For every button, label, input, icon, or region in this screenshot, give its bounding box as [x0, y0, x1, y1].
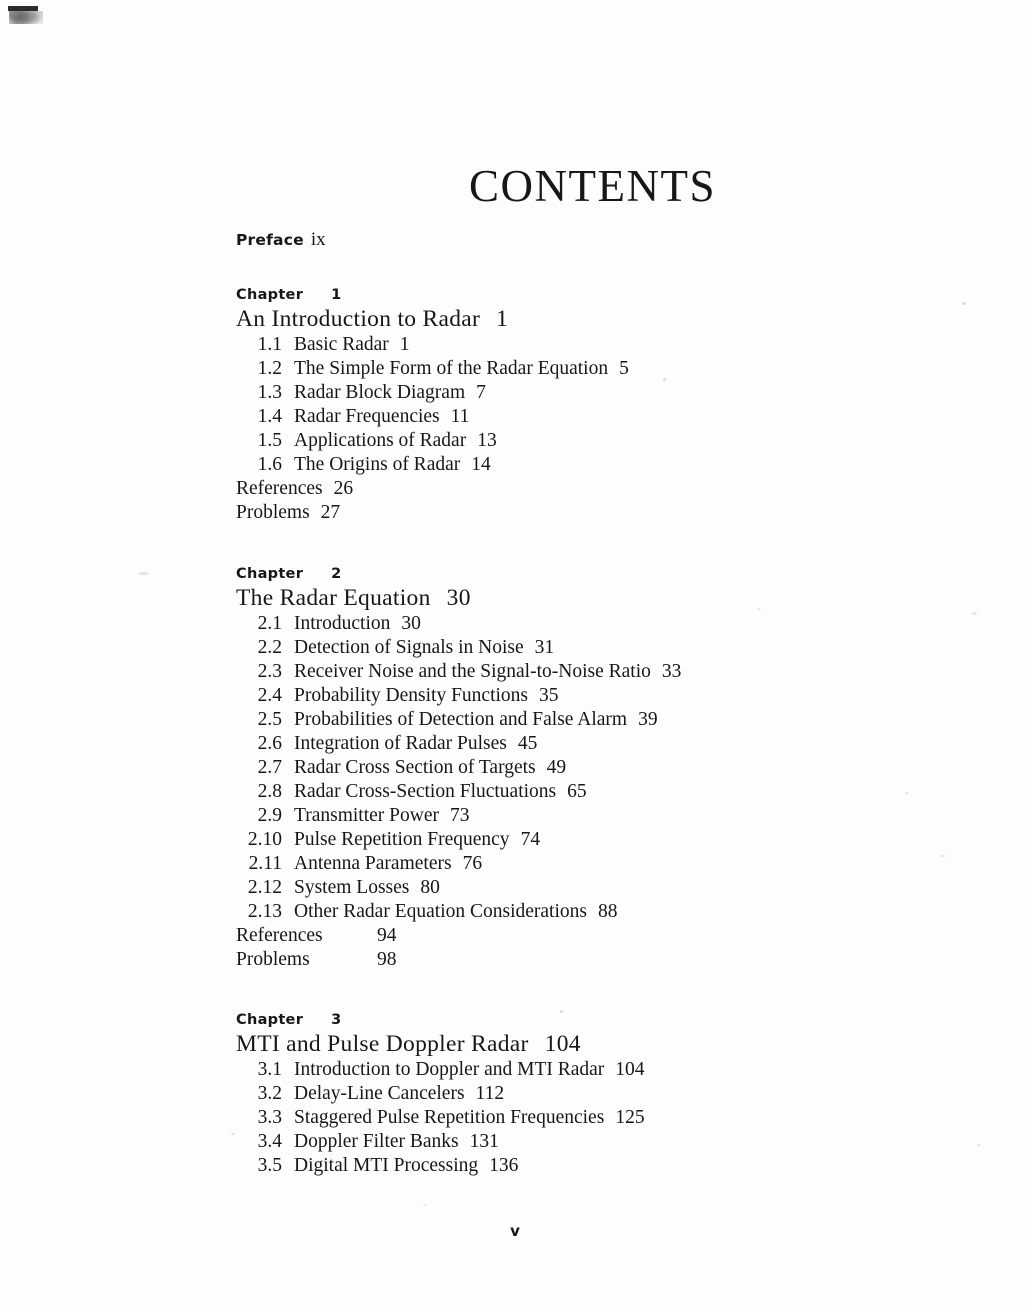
chapter-number: 3: [331, 1012, 342, 1028]
toc-entry[interactable]: [236, 357, 936, 381]
scan-speck: [423, 1204, 427, 1206]
section-number: 2.11: [248, 853, 282, 875]
section-title: Probability Density Functions: [294, 685, 528, 707]
section-page-number: 125: [615, 1107, 645, 1129]
section-number: 3.1: [257, 1059, 282, 1081]
toc-entry[interactable]: [236, 381, 936, 405]
section-title: Probabilities of Detection and False Alarm: [294, 709, 628, 731]
section-title: Applications of Radar: [294, 430, 467, 452]
frontmatter-page-number: ix: [310, 229, 326, 250]
section-number: 1.5: [257, 430, 282, 452]
toc-entry[interactable]: [236, 1154, 936, 1178]
chapter-word: Chapter: [236, 1012, 304, 1028]
chapter-block-3: [236, 1012, 936, 1178]
chapter-title-text: The Radar Equation: [236, 585, 431, 611]
toc-entry[interactable]: [236, 876, 936, 900]
toc-entry[interactable]: [236, 1082, 936, 1106]
section-page-number: 39: [638, 709, 658, 731]
scan-speck: [138, 572, 149, 575]
toc-entry-references[interactable]: [236, 924, 936, 948]
section-number: 2.8: [257, 781, 282, 803]
backmatter-page-number: 98: [377, 949, 397, 971]
chapter-title-text: An Introduction to Radar: [236, 306, 481, 332]
section-title: The Origins of Radar: [294, 454, 461, 476]
toc-entry[interactable]: [236, 660, 936, 684]
section-title: Introduction: [294, 613, 391, 635]
toc-entry[interactable]: [236, 333, 936, 357]
toc-entry[interactable]: [236, 780, 936, 804]
backmatter-title: Problems: [236, 949, 310, 971]
section-page-number: 65: [567, 781, 587, 803]
section-number: 1.6: [257, 454, 282, 476]
scan-speck: [231, 1133, 235, 1135]
section-title: Antenna Parameters: [294, 853, 452, 875]
section-title: Integration of Radar Pulses: [294, 733, 507, 755]
section-number: 2.4: [257, 685, 282, 707]
section-title: Digital MTI Processing: [294, 1155, 479, 1177]
section-number: 2.5: [257, 709, 282, 731]
scan-speck: [962, 302, 966, 305]
section-page-number: 49: [546, 757, 567, 779]
toc-entry[interactable]: [236, 1058, 936, 1082]
toc-entry-problems[interactable]: [236, 948, 936, 972]
frontmatter-entry-preface[interactable]: [236, 229, 326, 251]
section-page-number: 45: [517, 733, 538, 755]
section-title: Radar Frequencies: [294, 406, 440, 428]
section-page-number: 14: [471, 454, 491, 476]
backmatter-title: References: [236, 478, 323, 500]
section-page-number: 131: [469, 1131, 499, 1153]
section-number: 3.2: [257, 1083, 282, 1105]
chapter-label-2: [236, 566, 936, 582]
section-title: Radar Cross Section of Targets: [294, 757, 536, 779]
section-number: 2.7: [257, 757, 282, 779]
chapter-page-number: 104: [544, 1031, 581, 1057]
section-page-number: 73: [449, 805, 470, 827]
chapter-number: 2: [331, 566, 342, 582]
toc-entry[interactable]: [236, 612, 936, 636]
chapter-title-2[interactable]: [236, 586, 936, 611]
section-number: 2.1: [257, 613, 282, 635]
section-list-1: [236, 333, 936, 525]
section-title: Radar Block Diagram: [294, 382, 466, 404]
section-title: Pulse Repetition Frequency: [294, 829, 510, 851]
section-page-number: 136: [489, 1155, 519, 1177]
section-title: Radar Cross-Section Fluctuations: [294, 781, 557, 803]
section-number: 2.9: [257, 805, 282, 827]
chapter-label-1: [236, 287, 936, 303]
chapter-page-number: 30: [446, 585, 471, 611]
section-title: Doppler Filter Banks: [294, 1131, 459, 1153]
section-title: Other Radar Equation Considerations: [294, 901, 587, 923]
chapter-title-1[interactable]: [236, 307, 936, 332]
toc-entry[interactable]: [236, 756, 936, 780]
section-number: 3.5: [257, 1155, 282, 1177]
section-list-2: [236, 612, 936, 972]
backmatter-title: References: [236, 925, 323, 947]
frontmatter-label: Preface: [236, 231, 304, 249]
section-title: The Simple Form of the Radar Equation: [294, 358, 609, 380]
section-number: 2.13: [247, 901, 282, 923]
backmatter-page-number: 94: [377, 925, 397, 947]
toc-entry[interactable]: [236, 405, 936, 429]
chapter-word: Chapter: [236, 287, 304, 303]
section-title: Receiver Noise and the Signal-to-Noise Ratio: [294, 661, 651, 683]
section-page-number: 112: [475, 1083, 505, 1105]
page-folio: v: [510, 1222, 520, 1240]
section-number: 3.3: [257, 1107, 282, 1129]
scan-speck: [972, 612, 977, 615]
section-title: Detection of Signals in Noise: [294, 637, 524, 659]
section-page-number: 13: [477, 430, 497, 452]
section-title: Transmitter Power: [294, 805, 439, 827]
toc-entry[interactable]: [236, 1130, 936, 1154]
toc-entry[interactable]: [236, 900, 936, 924]
chapter-number: 1: [331, 287, 342, 303]
section-page-number: 74: [520, 829, 541, 851]
section-number: 2.6: [257, 733, 282, 755]
section-page-number: 104: [615, 1059, 645, 1081]
chapter-page-number: 1: [496, 306, 509, 332]
section-title: Staggered Pulse Repetition Frequencies: [294, 1107, 605, 1129]
section-page-number: 5: [619, 358, 629, 380]
toc-entry[interactable]: [236, 1106, 936, 1130]
toc-entry[interactable]: [236, 732, 936, 756]
section-page-number: 7: [476, 382, 486, 404]
toc-entry[interactable]: [236, 684, 936, 708]
section-page-number: 31: [534, 637, 555, 659]
section-list-3: [236, 1058, 936, 1178]
section-number: 2.2: [257, 637, 282, 659]
section-page-number: 35: [539, 685, 559, 707]
section-number: 1.4: [257, 406, 282, 428]
section-number: 1.1: [257, 334, 282, 356]
toc-entry[interactable]: [236, 453, 936, 477]
chapter-word: Chapter: [236, 566, 304, 582]
toc-entry[interactable]: [236, 852, 936, 876]
scan-speck: [977, 1144, 981, 1146]
section-number: 1.2: [257, 358, 282, 380]
section-number: 1.3: [257, 382, 282, 404]
section-title: System Losses: [294, 877, 410, 899]
scan-noise-artifact: [9, 11, 43, 24]
backmatter-title: Problems: [236, 502, 310, 524]
toc-entry[interactable]: [236, 708, 936, 732]
toc-entry[interactable]: [236, 429, 936, 453]
section-number: 2.3: [257, 661, 282, 683]
section-number: 3.4: [257, 1131, 282, 1153]
toc-entry-problems[interactable]: [236, 501, 936, 525]
toc-entry-references[interactable]: [236, 477, 936, 501]
section-title: Basic Radar: [294, 334, 389, 356]
section-page-number: 80: [420, 877, 440, 899]
section-page-number: 30: [401, 613, 421, 635]
section-page-number: 11: [450, 406, 470, 428]
chapter-label-3: [236, 1012, 936, 1028]
chapter-block-1: [236, 287, 936, 525]
section-page-number: 33: [661, 661, 682, 683]
scan-speck: [941, 855, 945, 857]
section-title: Delay-Line Cancelers: [294, 1083, 465, 1105]
section-page-number: 1: [399, 334, 410, 356]
backmatter-page-number: 27: [320, 502, 341, 524]
section-page-number: 88: [597, 901, 618, 923]
chapter-title-3[interactable]: [236, 1032, 936, 1057]
toc-entry[interactable]: [236, 804, 936, 828]
toc-entry[interactable]: [236, 828, 936, 852]
section-page-number: 76: [462, 853, 483, 875]
chapter-block-2: [236, 566, 936, 972]
section-number: 2.10: [247, 829, 282, 851]
chapter-title-text: MTI and Pulse Doppler Radar: [236, 1031, 529, 1057]
section-number: 2.12: [247, 877, 282, 899]
toc-entry[interactable]: [236, 636, 936, 660]
backmatter-page-number: 26: [333, 478, 354, 500]
section-title: Introduction to Doppler and MTI Radar: [294, 1059, 605, 1081]
page-title: CONTENTS: [469, 161, 716, 211]
